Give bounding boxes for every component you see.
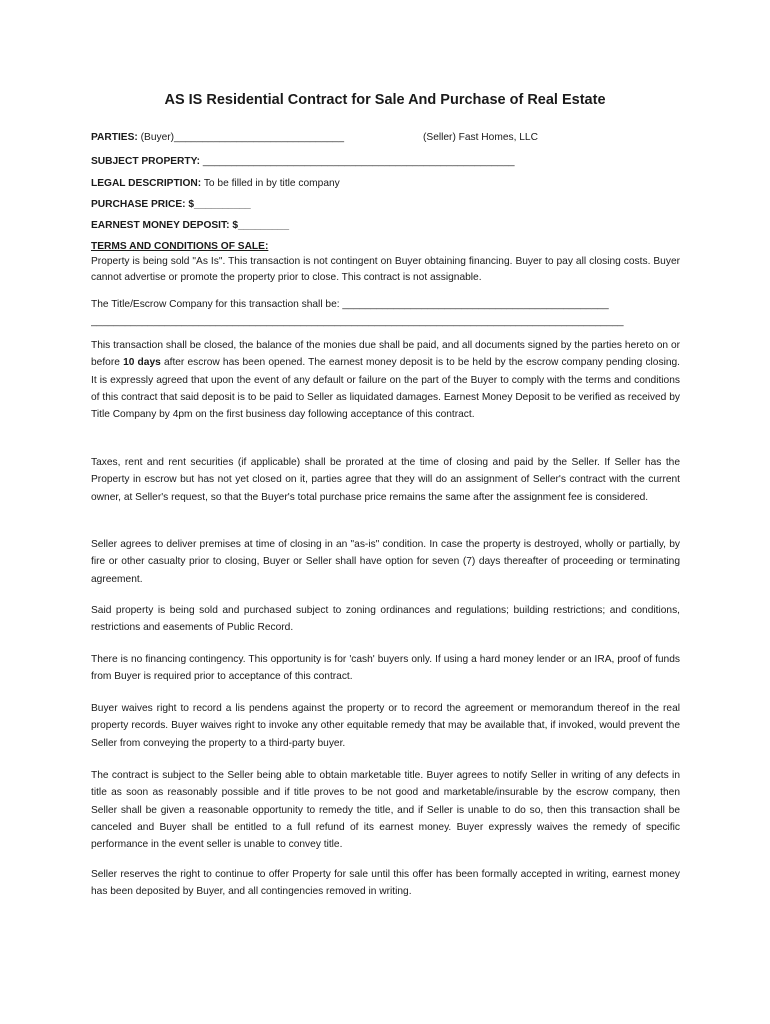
subject-property-field[interactable]: _______________________________________________________ [202, 156, 515, 167]
earnest-money-field[interactable]: $_________ [232, 220, 290, 231]
legal-description-value: To be filled in by title company [203, 178, 340, 189]
paragraph-lis-pendens: Buyer waives right to record a lis pendens against the property or to record the agreement or memorandum thereof in the real property records. Buyer waives right to invoke any other equitable remedy that may be available that, if invoked, would prevent the Seller from conveying the property to a third-party buyer. [91, 703, 680, 749]
purchase-price-label: PURCHASE PRICE: $ [91, 199, 195, 210]
subject-property-label: SUBJECT PROPERTY: [91, 156, 201, 167]
title-company-field[interactable]: _______________________________________________ [342, 299, 609, 310]
paragraph-prorations: Taxes, rent and rent securities (if applicable) shall be prorated at the time of closing and paid by the Seller. If Seller has the Property in escrow but has not yet closed on it, parties agree that they will do an assignment of Seller's contract with the current owner, at Seller's request, so that the Buyer's total purchase price remains the same after the assignment fee is considered. [91, 457, 680, 503]
closing-paragraph: This transaction shall be closed, the balance of the monies due shall be paid, and all documents signed by the parties hereto on or before 10 days after escrow has been opened. The earnest money deposit is to be held by the escrow company pending closing. It is expressly agreed that upon the event of any default or failure on the part of the Buyer to comply with the terms and conditions of this contract that said deposit is to be paid to Seller as liquidated damages. Earnest Money Deposit to be verified as received by Title Company by 4pm on the first business day following acceptance of this contract. [91, 340, 680, 421]
title-company-label: The Title/Escrow Company for this transaction shall be: [91, 299, 340, 310]
buyer-field[interactable]: (Buyer)______________________________ [140, 132, 345, 143]
parties-label: PARTIES: [91, 132, 138, 143]
title-company-line [91, 299, 609, 310]
terms-heading: TERMS AND CONDITIONS OF SALE: [91, 241, 269, 252]
document-title: AS IS Residential Contract for Sale And Purchase of Real Estate [164, 92, 606, 108]
earnest-money-label: EARNEST MONEY DEPOSIT: [91, 220, 230, 231]
earnest-money-line [91, 220, 289, 231]
paragraph-financing: There is no financing contingency. This opportunity is for 'cash' buyers only. If using a hard money lender or an IRA, proof of funds from Buyer is required prior to acceptance of this contract. [91, 654, 680, 683]
purchase-price-line [91, 199, 251, 210]
legal-description-line [91, 178, 340, 189]
purchase-price-field[interactable]: __________ [194, 199, 251, 210]
subject-property-line [91, 156, 515, 167]
parties-line [91, 132, 344, 143]
closing-days: 10 days [123, 357, 161, 369]
seller-field: (Seller) Fast Homes, LLC [423, 132, 538, 143]
title-company-field-continued[interactable]: ______________________________________________________________________________________________ [91, 316, 624, 327]
paragraph-zoning: Said property is being sold and purchased subject to zoning ordinances and regulations; building restrictions; and conditions, restrictions and easements of Public Record. [91, 605, 680, 634]
terms-body: Property is being sold "As Is". This transaction is not contingent on Buyer obtaining financing. Buyer to pay all closing costs. Buyer cannot advertise or promote the property prior to close. This contract is not assignable. [91, 256, 680, 283]
paragraph-marketable-title: The contract is subject to the Seller being able to obtain marketable title. Buyer agrees to notify Seller in writing of any defects in title as soon as reasonably possible and if title proves to be not good and marketable/insurable by the escrow company, then Seller shall be given a reasonable opportunity to remedy the title, and if Seller is unable to do so, then this transaction shall be canceled and Buyer shall be entitled to a full refund of its earnest money. Buyer expressly waives the remedy of specific performance in the event seller is unable to convey title. [91, 770, 680, 851]
paragraph-as-is-condition: Seller agrees to deliver premises at time of closing in an "as-is" condition. In case the property is destroyed, wholly or partially, by fire or other casualty prior to closing, Buyer or Seller shall have option for seven (7) days thereafter of proceeding or terminating agreement. [91, 539, 680, 585]
paragraph-offer-reservation: Seller reserves the right to continue to offer Property for sale until this offer has been formally accepted in writing, earnest money has been deposited by Buyer, and all contingencies removed in writing. [91, 869, 680, 898]
legal-description-label: LEGAL DESCRIPTION: [91, 178, 202, 189]
